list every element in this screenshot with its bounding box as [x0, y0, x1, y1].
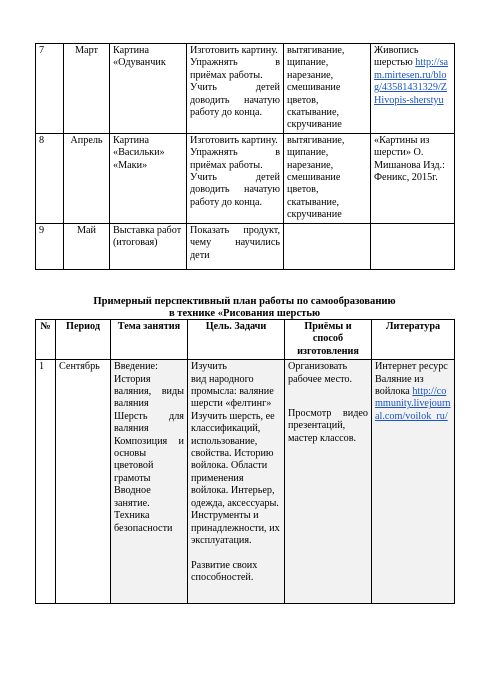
plan-table-continued	[35, 43, 455, 270]
goal-cell: Показать продукт, чему научились дети	[187, 223, 284, 269]
literature-link[interactable]: http://community.livejournal.com/voilok_ru/	[375, 386, 451, 422]
col-header-topic: Тема занятия	[111, 320, 188, 360]
row-number: 8	[36, 133, 64, 223]
table-row	[36, 133, 455, 223]
row-number: 9	[36, 223, 64, 269]
table-header-row	[36, 320, 455, 360]
col-header-goal: Цель. Задачи	[188, 320, 285, 360]
topic-cell: Картина «Одуванчик	[110, 44, 187, 134]
literature-text: Интернет ресурс Валяние из войлока	[375, 361, 448, 398]
col-header-literature: Литература	[372, 320, 455, 360]
literature-cell	[371, 44, 455, 134]
plan-table-continued-body	[36, 44, 455, 270]
methods-text-1: Организовать рабочее место.	[288, 361, 353, 385]
literature-cell	[372, 360, 455, 604]
goal-cell: Изготовить картину. Упражнять в приёмах работы. Учить детей доводить начатую работу до конца.	[187, 44, 284, 134]
methods-cell: вытягивание, щипание, нарезание, смешивание цветов, скатывание, скручивание	[284, 44, 371, 134]
methods-cell	[284, 223, 371, 269]
topic-cell: Введение: История валяния, виды валяния Шерсть для валяния Композиция и основы цветовой грамоты Вводное занятие. Техника безопасности	[111, 360, 188, 604]
literature-link[interactable]: http://sam.mirtesen.ru/blog/43581431329/ZHivopis-sherstyu	[374, 57, 449, 106]
row-number: 7	[36, 44, 64, 134]
month-cell: Май	[64, 223, 110, 269]
col-header-number: №	[36, 320, 56, 360]
month-cell: Март	[64, 44, 110, 134]
table-row	[36, 360, 455, 604]
col-header-methods: Приёмы и способ изготовления	[285, 320, 372, 360]
methods-cell	[285, 360, 372, 604]
plan-title-line2: в технике «Рисования шерстью	[168, 308, 321, 319]
literature-cell	[371, 223, 455, 269]
table-row	[36, 223, 455, 269]
methods-cell: вытягивание, щипание, нарезание, смешивание цветов, скатывание, скручивание	[284, 133, 371, 223]
goal-cell: Изготовить картину. Упражнять в приёмах работы. Учить детей доводить начатую работу до конца.	[187, 133, 284, 223]
topic-cell: Выставка работ (итоговая)	[110, 223, 187, 269]
row-number: 1	[36, 360, 56, 604]
topic-cell: Картина «Васильки» «Маки»	[110, 133, 187, 223]
period-cell: Сентябрь	[56, 360, 111, 604]
plan-title-line1: Примерный перспективный план работы по самообразованию	[93, 296, 396, 307]
goal-cell: Изучить вид народного промысла: валяние шерсти «фелтинг» Изучить шерсть, ее классификаций, использование, свойства. Историю войлока. Области применения войлока. Интерьер, одежда, аксессуары. Инструменты и принадлежности, их эксплуатация. Развитие своих способностей.	[188, 360, 285, 604]
plan-table	[35, 319, 455, 604]
col-header-period: Период	[56, 320, 111, 360]
month-cell: Апрель	[64, 133, 110, 223]
table-row	[36, 44, 455, 134]
literature-text: Живопись шерстью	[374, 45, 419, 69]
methods-text-2: Просмотр видео презентаций, мастер классов.	[288, 408, 368, 444]
literature-cell: «Картины из шерсти» О. Мишанова Изд.: Феникс, 2015г.	[371, 133, 455, 223]
